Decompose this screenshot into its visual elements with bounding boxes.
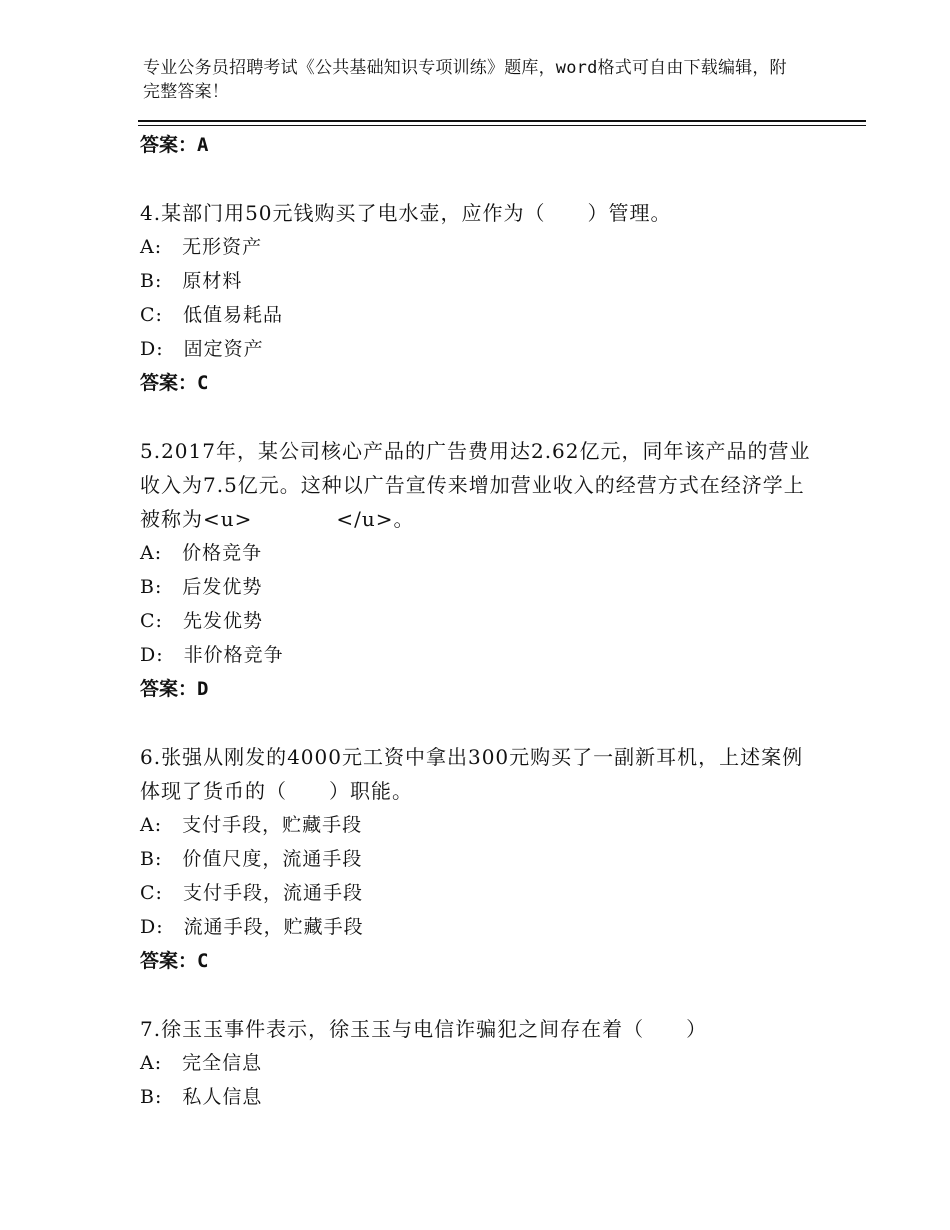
option-b: B: 价值尺度，流通手段 <box>140 848 363 870</box>
option-a: A: 价格竞争 <box>140 542 263 564</box>
option-b: B: 后发优势 <box>140 576 263 598</box>
option-b: B: 私人信息 <box>140 1086 263 1108</box>
question-text: 7.徐玉玉事件表示，徐玉玉与电信诈骗犯之间存在着（ ） <box>140 1017 708 1041</box>
question-block-7 <box>140 1012 820 1114</box>
answer-q3: 答案：A <box>140 134 209 156</box>
question-text: 4.某部门用50元钱购买了电水壶，应作为（ ）管理。 <box>140 201 672 225</box>
option-c: C: 支付手段，流通手段 <box>140 882 363 904</box>
question-list <box>140 128 820 1114</box>
option-c: C: 低值易耗品 <box>140 304 283 326</box>
option-a: A: 无形资产 <box>140 236 263 258</box>
spacer <box>140 978 820 1012</box>
option-a: A: 支付手段，贮藏手段 <box>140 814 363 836</box>
question-text: 5.2017年，某公司核心产品的广告费用达2.62亿元，同年该产品的营业收入为7.5亿元。这种以广告宣传来增加营业收入的经营方式在经济学上被称为<u> </u>。 <box>140 439 811 531</box>
answer-q5: 答案：D <box>140 678 209 700</box>
spacer <box>140 162 820 196</box>
option-a: A: 完全信息 <box>140 1052 263 1074</box>
question-block-5 <box>140 434 820 706</box>
option-d: D: 固定资产 <box>140 338 264 360</box>
spacer <box>140 706 820 740</box>
question-block-6 <box>140 740 820 978</box>
answer-q4: 答案：C <box>140 372 209 394</box>
header-rule-thick <box>138 120 866 122</box>
option-c: C: 先发优势 <box>140 610 263 632</box>
question-block-4 <box>140 196 820 400</box>
option-d: D: 非价格竞争 <box>140 644 284 666</box>
page-header: 专业公务员招聘考试《公共基础知识专项训练》题库，word格式可自由下载编辑，附完整答案！ <box>143 58 787 102</box>
option-b: B: 原材料 <box>140 270 243 292</box>
question-text: 6.张强从刚发的4000元工资中拿出300元购买了一副新耳机，上述案例体现了货币的（ ）职能。 <box>140 745 804 803</box>
answer-q6: 答案：C <box>140 950 209 972</box>
spacer <box>140 400 820 434</box>
option-d: D: 流通手段，贮藏手段 <box>140 916 364 938</box>
header-rule-thin <box>138 125 866 126</box>
